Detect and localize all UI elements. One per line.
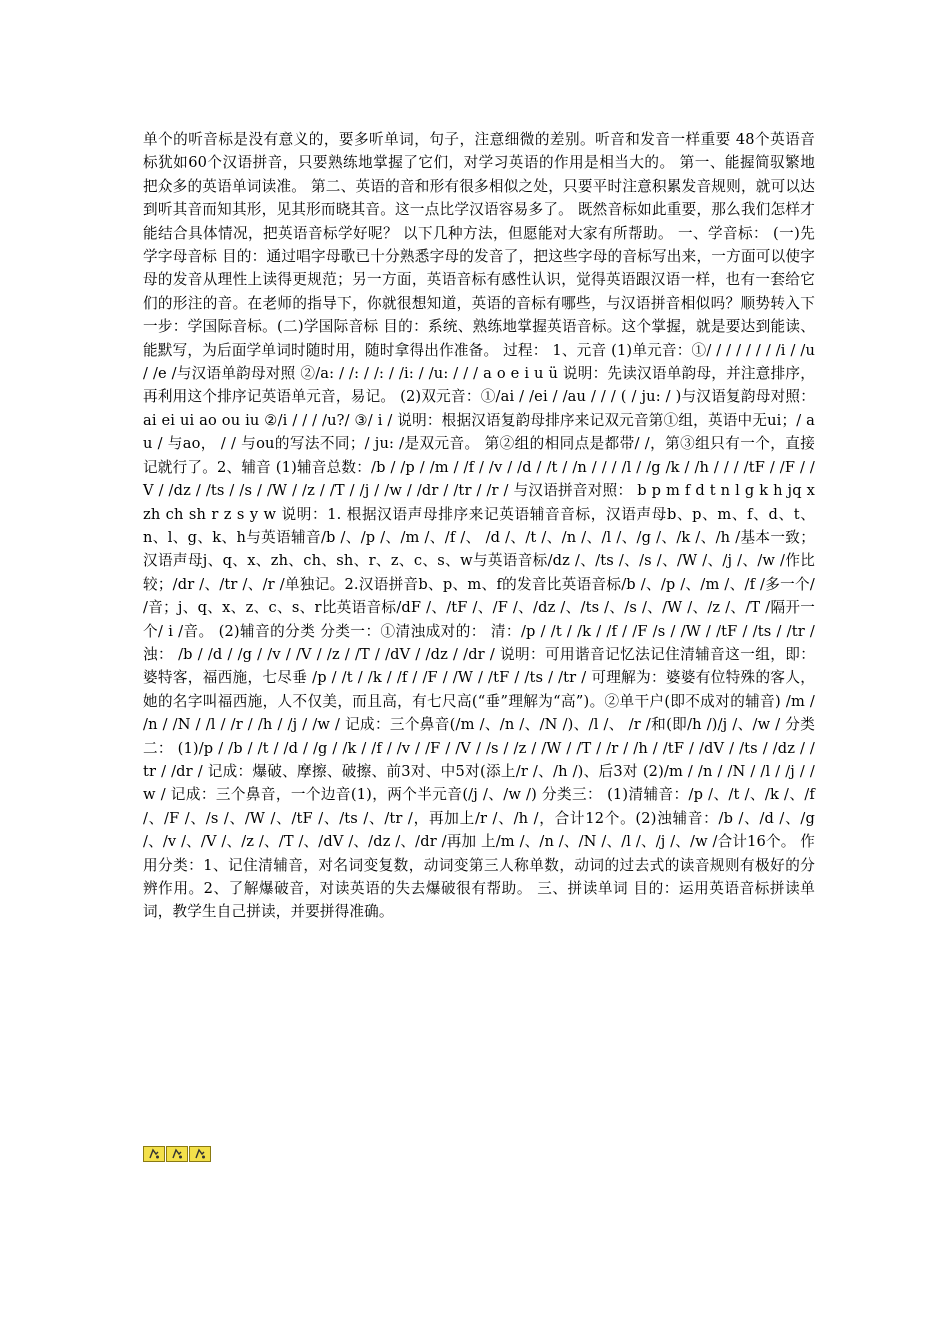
document-link-icon[interactable] (189, 1146, 211, 1162)
document-link-icon[interactable] (143, 1146, 165, 1162)
document-link-icon[interactable] (166, 1146, 188, 1162)
body-paragraph: 单个的听音标是没有意义的，要多听单词，句子，注意细微的差别。听音和发音一样重要 48个英语音标犹如60个汉语拼音，只要熟练地掌握了它们，对学习英语的作用是相当大的。 第一、能握简驭繁地把众多的英语单词读准。 第二、英语的音和形有很多相似之处，只要平时注意积累发音规则，就可以达到听其音而知其形，见其形而晓其音。这一点比学汉语容易多了。 既然音标如此重要，那么我们怎样才能结合具体情况，把英语音标学好呢？ 以下几种方法，但愿能对大家有所帮助。 一、学音标： (一)先学字母音标 目的：通过唱字母歌已十分熟悉字母的发音了，把这些字母的音标写出来，一方面可以使字母的发音从理性上读得更规范；另一方面，英语音标有感性认识，觉得英语跟汉语一样，也有一套给它们的形注的音。在老师的指导下，你就很想知道，英语的音标有哪些，与汉语拼音相似吗？顺势转入下一步：学国际音标。(二)学国际音标 目的：系统、熟练地掌握英语音标。这个掌握，就是要达到能读、能默写，为后面学单词时随时用，随时拿得出作准备。 过程： 1、元音 (1)单元音：①/ / / / / / / /i / /u / /e /与汉语单韵母对照 ②/a: / /: / /: / /i: / /u: / / / a o e i u ü 说明：先读汉语单韵母，并注意排序，再利用这个排序记英语单元音，易记。 (2)双元音：①/ai / /ei / /au / / / ( / ju: / )与汉语复韵母对照：ai ei ui ao ou iu ②/i / / / /u?/ ③/ i / 说明：根据汉语复韵母排序来记双元音第①组，英语中无ui；/ au / 与ao， / / 与ou的写法不同；/ ju: /是双元音。 第②组的相同点是都带/ /，第③组只有一个，直接记就行了。2、辅音 (1)辅音总数：/b / /p / /m / /f / /v / /d / /t / /n / / / /l / /g /k / /h / / / /tF / /F / /V / /dz / /ts / /s / /W / /z / /T / /j / /w / /dr / /tr / /r / 与汉语拼音对照： b p m f d t n l g k h jq x zh ch sh r z s y w 说明：1. 根据汉语声母排序来记英语辅音音标，汉语声母b、p、m、f、d、t、n、l、g、k、h与英语辅音/b /、/p /、/m /、/f /、 /d /、/t /、/n /、/l /、/g /、/k /、/h /基本一致；汉语声母j、q、x、zh、ch、sh、r、z、c、s、w与英语音标/dz /、/ts /、/s /、/W /、/j /、/w /作比较；/dr /、/tr /、/r /单独记。2.汉语拼音b、p、m、f的发音比英语音标/b /、/p /、/m /、/f /多一个/ /音；j、q、x、z、c、s、r比英语音标/dF /、/tF /、/F /、/dz /、/ts /、/s /、/W /、/z /、/T /隔开一个/ i /音。 (2)辅音的分类 分类一：①清浊成对的： 清：/p / /t / /k / /f / /F /s / /W / /tF / /ts / /tr / 浊： /b / /d / /g / /v / /V / /z / /T / /dV / /dz / /dr / 说明：可用谐音记忆法记住清辅音这一组，即：婆特客，福西施，七尽垂 /p / /t / /k / /f / /F / /W / /tF / /ts / /tr / 可理解为：婆婆有位特殊的客人，她的名字叫福西施，人不仅美，而且高，有七尺高(“垂”理解为“高”)。②单干户(即不成对的辅音) /m / /n / /N / /l / /r / /h / /j / /w / 记成：三个鼻音(/m /、/n /、/N /)、/l /、 /r /和(即/h /)/j /、/w / 分类二： (1)/p / /b / /t / /d / /g / /k / /f / /v / /F / /V / /s / /z / /W / /T / /r / /h / /tF / /dV / /ts / /dz / /tr / /dr / 记成：爆破、摩擦、破擦、前3对、中5对(添上/r /、/h /)、后3对 (2)/m / /n / /N / /l / /j / /w / 记成：三个鼻音，一个边音(1)，两个半元音(/j /、/w /) 分类三： (1)清辅音：/p /、/t /、/k /、/f /、/F /、/s /、/W /、/tF /、/ts /、/tr /，再加上/r /、/h /，合计12个。(2)浊辅音：/b /、/d /、/g /、/v /、/V /、/z /、/T /、/dV /、/dz /、/dr /再加 上/m /、/n /、/N /、/l /、/j /、/w /合计16个。 作用分类：1、记住清辅音，对名词变复数，动词变第三人称单数，动词的过去式的读音规则有极好的分辨作用。2、了解爆破音，对读英语的失去爆破很有帮助。 三、拼读单词 目的：运用英语音标拼读单词，教学生自己拼读，并要拼得准确。 (143, 131, 815, 921)
footer-icon-row (143, 1146, 211, 1162)
